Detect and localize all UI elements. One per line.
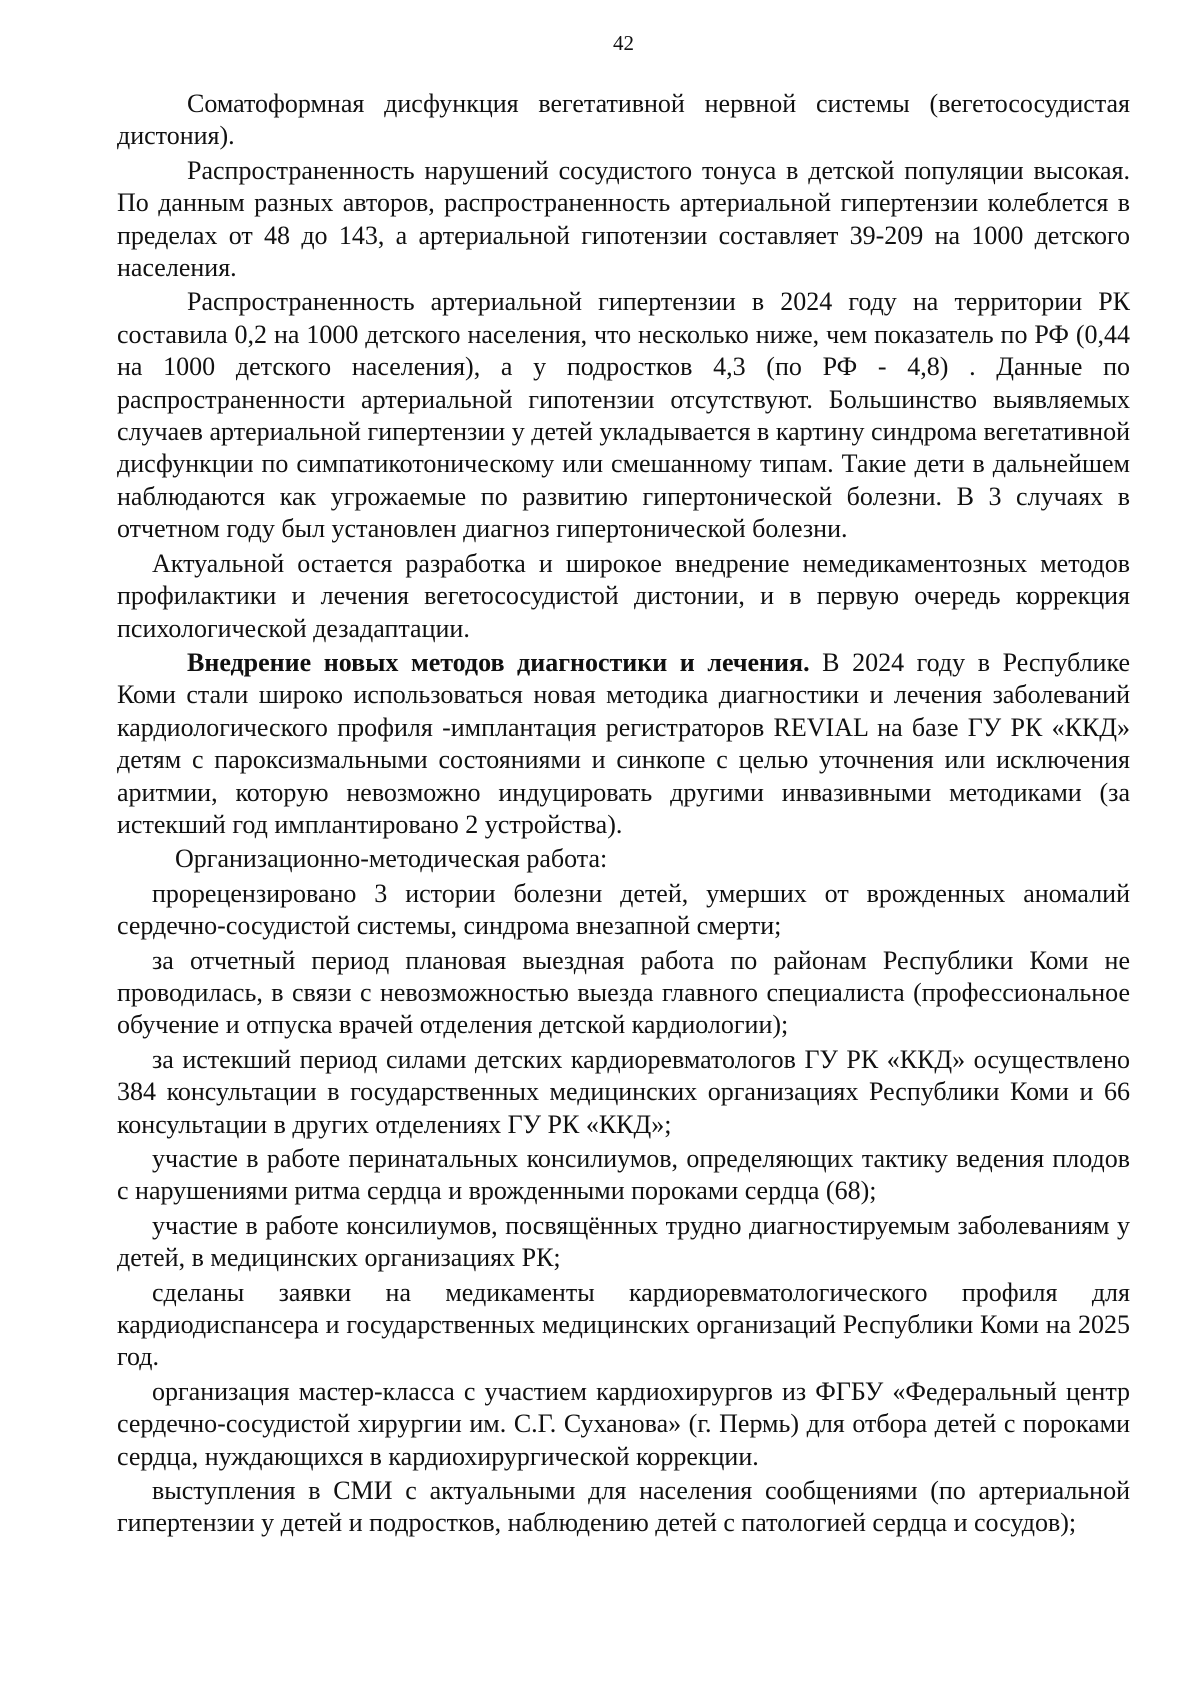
list-item-perinatal-councils: участие в работе перинатальных консилиумов, определяющих тактику ведения плодов с нарушениями ритма сердца и врожденными пороками сердца (68); [117,1144,1130,1206]
list-item-reviewed-histories: прорецензировано 3 истории болезни детей, умерших от врожденных аномалий сердечно-сосудистой системы, синдрома внезапной смерти; [117,878,1130,941]
list-item-field-work: за отчетный период плановая выездная работа по районам Республики Коми не проводилась, в связи с невозможностью выезда главного специалиста (профессиональное обучение и отпуска врачей отделения детской кардиологии); [117,945,1130,1040]
new-methods-text: В 2024 году в Республике Коми стали широко использоваться новая методика диагностики и лечения заболеваний кардиологического профиля -имплантация регистраторов REVIAL на базе ГУ РК «ККД» детям с пароксизмальными состояниями и синкопе с целью уточнения или исключения аритмии, которую невозможно индуцировать другими инвазивными методиками (за истекший год имплантировано 2 устройства). [117,647,1130,839]
list-item-master-class: организация мастер-класса с участием кардиохирургов из ФГБУ «Федеральный центр сердечно-сосудистой хирургии им. С.Г. Суханова» (г. Пермь) для отбора детей с пороками сердца, нуждающихся в кардиохирургической коррекции. [117,1376,1130,1471]
paragraph-org-method-heading: Организационно-методическая работа: [175,844,608,874]
list-item-media: выступления в СМИ с актуальными для населения сообщениями (по артериальной гипертензии у детей и подростков, наблюдению детей с патологией сердца и сосудов); [117,1476,1130,1538]
list-item-medication-requests: сделаны заявки на медикаменты кардиоревматологического профиля для кардиодиспансера и государственных медицинских организаций Республики Коми на 2025 год. [117,1277,1130,1372]
paragraph-somatoform-heading: Соматоформная дисфункция вегетативной нервной системы (вегетососудистая дистония). [117,89,1130,151]
document-body [117,88,1130,1542]
paragraph-new-methods [117,647,1130,841]
list-item-consultations: за истекший период силами детских кардиоревматологов ГУ РК «ККД» осуществлено 384 консультации в государственных медицинских организациях Республики Коми и 66 консультации в других отделениях ГУ РК «ККД»; [117,1044,1130,1139]
list-item-councils: участие в работе консилиумов, посвящённых трудно диагностируемым заболеваниям у детей, в медицинских организациях РК; [117,1210,1130,1273]
paragraph-hypertension-statistics: Распространенность артериальной гипертензии в 2024 году на территории РК составила 0,2 на 1000 детского населения, что несколько ниже, чем показатель по РФ (0,44 на 1000 детского населения), а у подростков 4,3 (по РФ - 4,8) . Данные по распространенности артериальной гипотензии отсутствуют. Большинство выявляемых случаев артериальной гипертензии у детей укладывается в картину синдрома вегетативной дисфункции по симпатикотоническому или смешанному типам. Такие дети в дальнейшем наблюдаются как угрожаемые по развитию гипертонической болезни. В 3 случаях в отчетном году был установлен диагноз гипертонической болезни. [117,287,1130,544]
new-methods-heading: Внедрение новых методов диагностики и лечения. [187,647,810,677]
page-number: 42 [613,31,634,55]
paragraph-vascular-tone-prevalence: Распространенность нарушений сосудистого тонуса в детской популяции высокая. По данным разных авторов, распространенность артериальной гипертензии колеблется в пределах от 48 до 143, а артериальной гипотензии составляет 39-209 на 1000 детского населения. [117,155,1130,283]
paragraph-non-drug-methods: Актуальной остается разработка и широкое внедрение немедикаментозных методов профилактики и лечения вегетососудистой дистонии, и в первую очередь коррекция психологической дезадаптации. [117,548,1130,643]
